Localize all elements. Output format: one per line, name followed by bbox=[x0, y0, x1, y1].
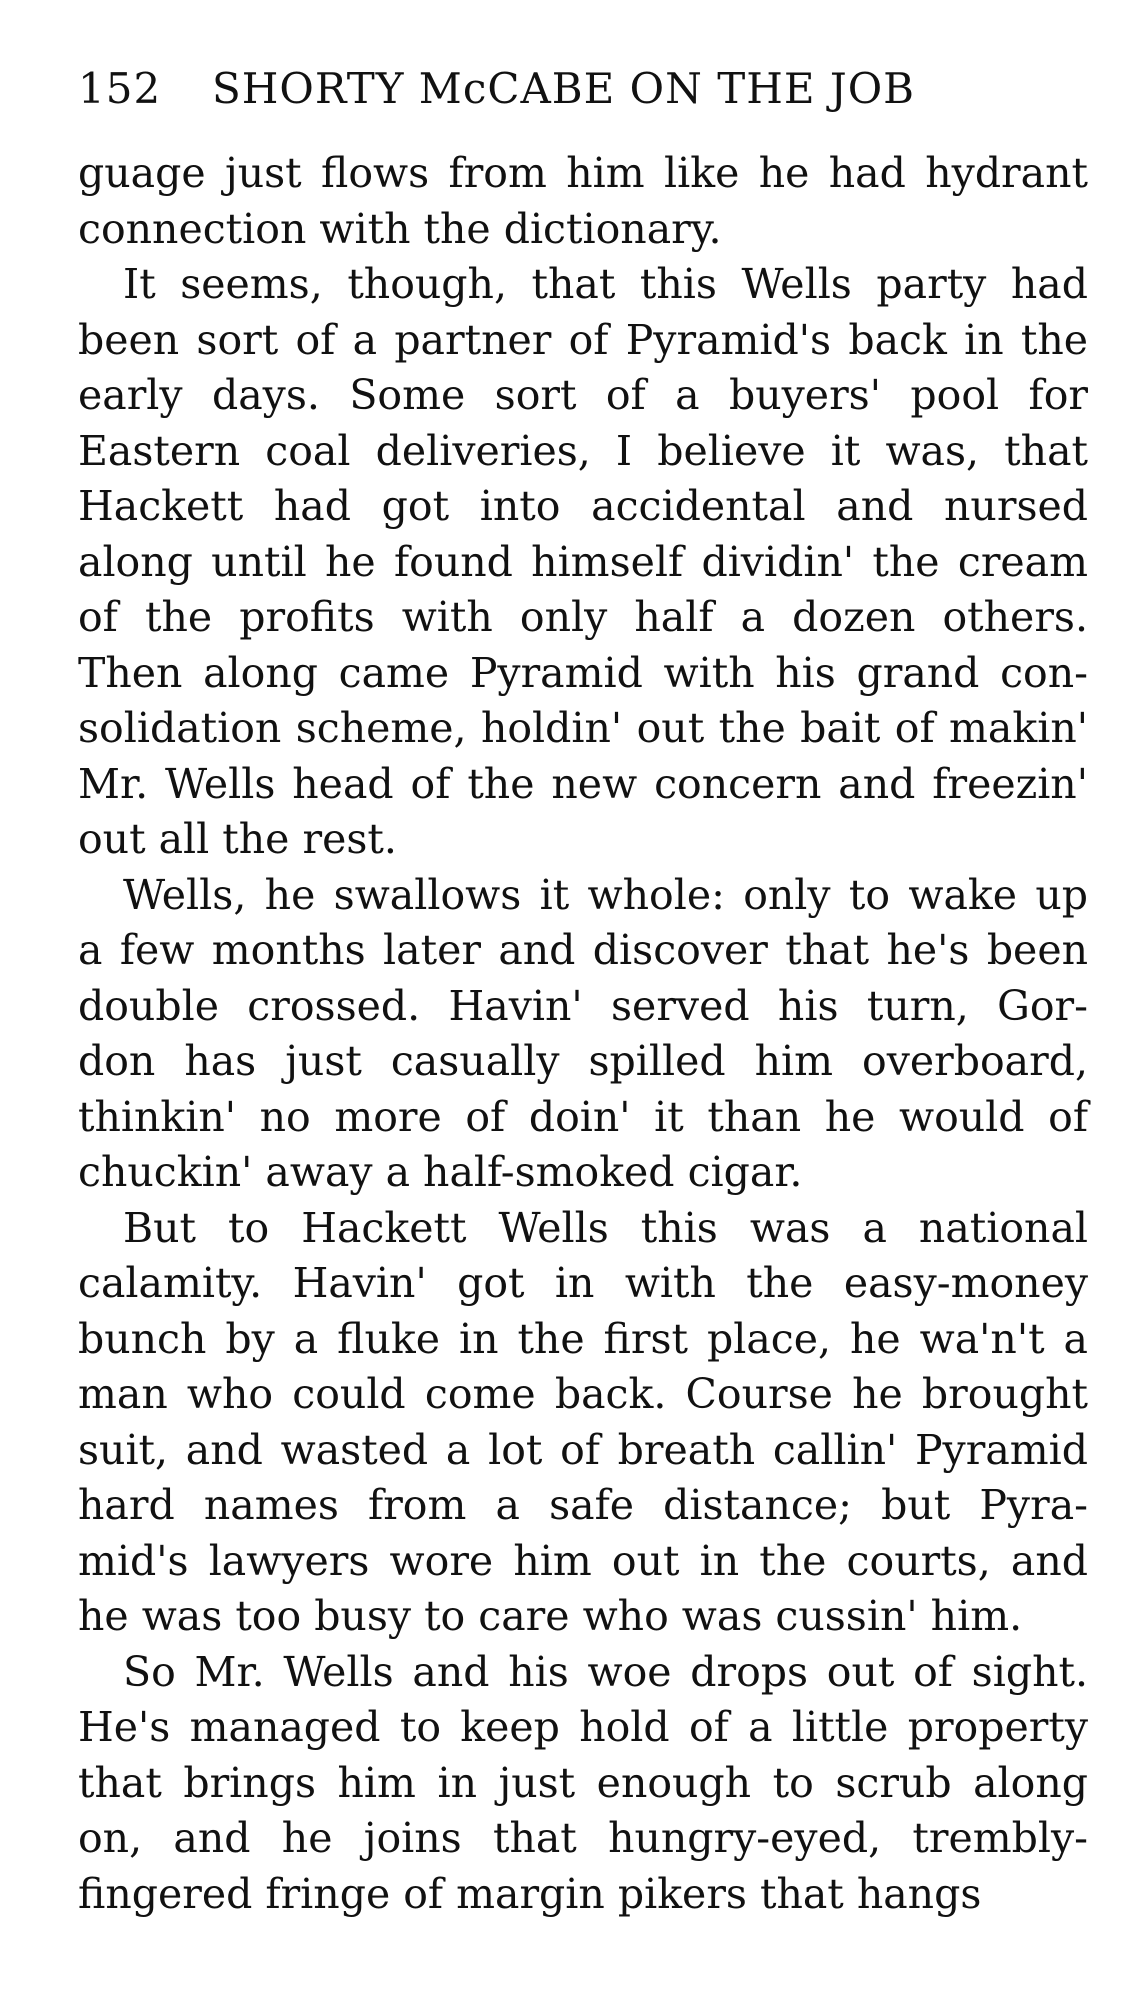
text-line: fingered fringe of margin pikers that hangs bbox=[78, 1869, 982, 1918]
paragraph bbox=[78, 1645, 1088, 1923]
text-line: early days. Some sort of a buyers' pool for bbox=[78, 371, 1088, 419]
text-line: So Mr. Wells and his woe drops out of sight. bbox=[123, 1647, 1088, 1696]
text-line: He's managed to keep hold of a little property bbox=[78, 1703, 1088, 1751]
page-number: 152 bbox=[78, 64, 162, 113]
paragraph bbox=[78, 1201, 1088, 1645]
paragraph bbox=[78, 257, 1088, 868]
paragraph bbox=[78, 868, 1088, 1201]
text-line: hard names from a safe distance; but Pyra- bbox=[78, 1481, 1088, 1529]
text-line: connection with the dictionary. bbox=[78, 204, 722, 253]
text-line: Hackett had got into accidental and nursed bbox=[78, 482, 1088, 530]
body-text bbox=[78, 146, 1088, 1922]
text-line: he was too busy to care who was cussin' him. bbox=[78, 1592, 1023, 1640]
text-line: chuckin' away a half-smoked cigar. bbox=[78, 1148, 803, 1196]
text-line: calamity. Havin' got in with the easy-money bbox=[78, 1259, 1088, 1307]
text-line: man who could come back. Course he brought bbox=[78, 1370, 1088, 1418]
running-head bbox=[78, 60, 1088, 118]
text-line: been sort of a partner of Pyramid's back in the bbox=[78, 315, 1088, 364]
text-line: guage just flows from him like he had hydrant bbox=[78, 149, 1088, 197]
running-title: SHORTY McCABE ON THE JOB bbox=[212, 64, 915, 113]
text-line: solidation scheme, holdin' out the bait of makin' bbox=[78, 704, 1088, 752]
paragraph bbox=[78, 146, 1088, 257]
text-line: that brings him in just enough to scrub along bbox=[78, 1758, 1088, 1807]
text-line: don has just casually spilled him overboard, bbox=[78, 1037, 1088, 1085]
text-line: Then along came Pyramid with his grand con- bbox=[78, 648, 1088, 697]
text-line: Wells, he swallows it whole: only to wake up bbox=[123, 870, 1088, 919]
text-line: a few months later and discover that he's been bbox=[78, 926, 1088, 974]
text-line: It seems, though, that this Wells party had bbox=[123, 260, 1088, 308]
text-line: suit, and wasted a lot of breath callin' Pyramid bbox=[78, 1425, 1088, 1474]
text-line: of the profits with only half a dozen others. bbox=[78, 593, 1088, 641]
text-line: Mr. Wells head of the new concern and freezin' bbox=[78, 759, 1088, 808]
book-page bbox=[78, 60, 1088, 1922]
text-line: thinkin' no more of doin' it than he would of bbox=[78, 1092, 1088, 1141]
text-line: along until he found himself dividin' the cream bbox=[78, 537, 1088, 586]
text-line: double crossed. Havin' served his turn, Gor- bbox=[78, 981, 1088, 1030]
text-line: on, and he joins that hungry-eyed, trembly- bbox=[78, 1814, 1088, 1862]
text-line: bunch by a fluke in the first place, he wa'n't a bbox=[78, 1314, 1088, 1363]
text-line: mid's lawyers wore him out in the courts, and bbox=[78, 1536, 1088, 1585]
text-line: Eastern coal deliveries, I believe it was, that bbox=[78, 426, 1088, 475]
text-line: out all the rest. bbox=[78, 815, 397, 863]
text-line: But to Hackett Wells this was a national bbox=[123, 1203, 1088, 1252]
